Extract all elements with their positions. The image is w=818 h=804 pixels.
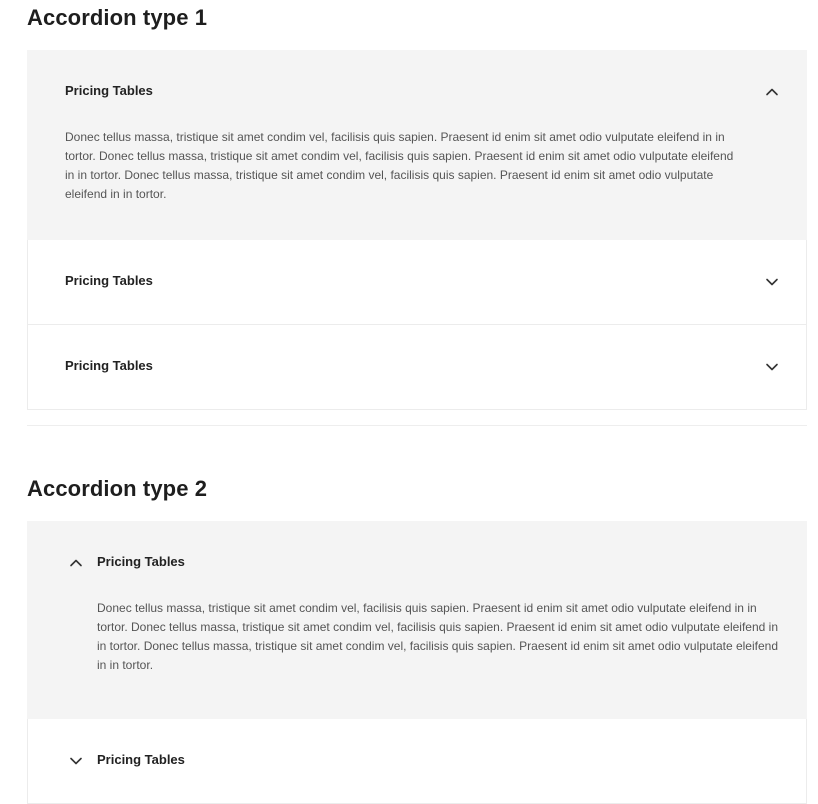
accordion-item-content: Donec tellus massa, tristique sit amet condim vel, facilisis quis sapien. Praesent id enim sit amet odio vulputate eleifend in in tortor. Donec tellus massa, tristique sit amet condim vel, facilisis quis sapien. Praesent id enim sit amet odio vulputate eleifend in in tortor. Donec tellus massa, tristique sit amet condim vel, facilisis quis sapien. Praesent id enim sit amet odio vulputate eleifend in in tortor.	[65, 130, 734, 201]
chevron-down-icon[interactable]	[765, 277, 779, 287]
accordion-header[interactable]	[28, 325, 806, 409]
accordion-item	[27, 719, 807, 804]
accordion-header[interactable]	[28, 50, 806, 134]
accordion-item-content: Donec tellus massa, tristique sit amet condim vel, facilisis quis sapien. Praesent id enim sit amet odio vulputate eleifend in in tortor. Donec tellus massa, tristique sit amet condim vel, facilisis quis sapien. Praesent id enim sit amet odio vulputate eleifend in in tortor. Donec tellus massa, tristique sit amet condim vel, facilisis quis sapien. Praesent id enim sit amet odio vulputate eleifend in in tortor.	[97, 601, 778, 672]
accordion-item-label: Pricing Tables	[97, 554, 185, 569]
accordion-item	[27, 240, 807, 325]
accordion-type-2	[27, 521, 807, 804]
chevron-up-icon[interactable]	[69, 558, 83, 568]
chevron-up-icon[interactable]	[765, 87, 779, 97]
accordion-item	[27, 325, 807, 410]
chevron-down-icon[interactable]	[69, 756, 83, 766]
accordion-item-label: Pricing Tables	[65, 273, 153, 288]
accordion-header[interactable]	[28, 521, 806, 605]
accordion-type-2-title: Accordion type 2	[27, 476, 208, 501]
section-divider	[27, 425, 807, 426]
accordion-type-1	[27, 50, 807, 410]
accordion-item-label: Pricing Tables	[65, 358, 153, 373]
accordion-header[interactable]	[28, 240, 806, 324]
chevron-down-icon[interactable]	[765, 362, 779, 372]
accordion-type-1-title: Accordion type 1	[27, 5, 208, 30]
accordion-item-label: Pricing Tables	[97, 752, 185, 767]
accordion-item	[27, 521, 807, 719]
accordion-item	[27, 50, 807, 240]
accordion-item-label: Pricing Tables	[65, 83, 153, 98]
accordion-header[interactable]	[28, 719, 806, 803]
